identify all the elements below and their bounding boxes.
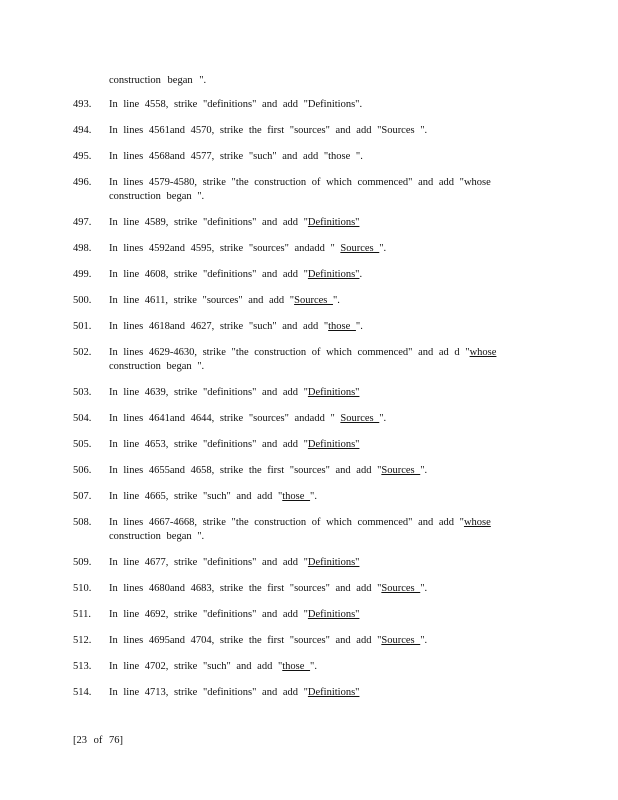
item-number: 496. [73, 177, 92, 188]
item-text [109, 320, 543, 334]
list-item [73, 412, 543, 426]
item-text-main: In lines 4568and 4577, strike "such" and add "those ". [109, 151, 363, 162]
item-text-main: In line 4608, strike "definitions" and add " [109, 269, 308, 280]
list-item [73, 386, 543, 400]
item-underlined-text: whose [469, 347, 497, 358]
list-item [73, 608, 543, 622]
item-underlined-text: Definitions" [307, 609, 360, 620]
item-text-main: In line 4692, strike "definitions" and add " [109, 609, 308, 620]
item-underlined-text: Sources [381, 583, 421, 594]
item-text-continuation: construction began ". [109, 191, 205, 202]
item-underlined-text: Definitions" [307, 439, 360, 450]
list-item [73, 294, 543, 308]
item-text-main: In line 4653, strike "definitions" and add " [109, 439, 308, 450]
item-number: 513. [73, 661, 92, 672]
item-underlined-text: Sources [294, 295, 333, 306]
item-text [109, 216, 543, 230]
list-item [73, 216, 543, 230]
item-underlined-text: Definitions" [307, 687, 360, 698]
list-item [73, 556, 543, 570]
item-text-main: In lines 4680and 4683, strike the first "sources" and add " [109, 583, 382, 594]
item-text-main: In line 4713, strike "definitions" and add " [109, 687, 308, 698]
item-text [109, 438, 543, 452]
list-item [73, 582, 543, 596]
item-number: 511. [73, 609, 91, 620]
item-text-tail: ". [420, 635, 428, 646]
item-text-tail: ". [379, 243, 387, 254]
item-text [109, 294, 543, 308]
item-text-main: In lines 4618and 4627, strike "such" and add " [109, 321, 329, 332]
item-text-continuation: construction began ". [109, 531, 205, 542]
item-number: 509. [73, 557, 92, 568]
item-underlined-text: those [328, 321, 356, 332]
item-text-main: In lines 4629-4630, strike "the construction of which commenced" and ad d " [109, 347, 470, 358]
item-text-main: In lines 4667-4668, strike "the construction of which commenced" and add " [109, 517, 464, 528]
item-underlined-text: Definitions" [307, 217, 360, 228]
list-item [73, 98, 543, 112]
item-underlined-text: those [282, 491, 311, 502]
item-text-main: In line 4665, strike "such" and add " [109, 491, 283, 502]
item-number: 504. [73, 413, 92, 424]
list-item [73, 242, 543, 256]
item-text-tail: ". [332, 295, 340, 306]
item-text-main: In lines 4695and 4704, strike the first "sources" and add " [109, 635, 382, 646]
item-number: 499. [73, 269, 92, 280]
item-text [109, 176, 543, 204]
item-text-main: In lines 4641and 4644, strike "sources" andadd " [109, 413, 341, 424]
item-text [109, 124, 543, 138]
item-text-main: In line 4639, strike "definitions" and add " [109, 387, 308, 398]
item-text [109, 608, 543, 622]
item-number: 514. [73, 687, 92, 698]
item-text [109, 490, 543, 504]
item-underlined-text: Definitions" [307, 269, 360, 280]
item-number: 505. [73, 439, 92, 450]
item-number: 508. [73, 517, 92, 528]
list-item [73, 686, 543, 700]
item-text-tail: ". [355, 321, 363, 332]
item-number: 512. [73, 635, 92, 646]
list-item [73, 516, 543, 544]
item-text [109, 386, 543, 400]
item-text-main: In lines 4561and 4570, strike the first "sources" and add "Sources ". [109, 125, 428, 136]
item-underlined-text: Sources [340, 413, 380, 424]
list-item [73, 176, 543, 204]
list-item [73, 150, 543, 164]
item-underlined-text: Definitions" [307, 387, 360, 398]
item-underlined-text: whose [463, 517, 491, 528]
item-number: 501. [73, 321, 92, 332]
list-item [73, 490, 543, 504]
item-number: 507. [73, 491, 92, 502]
list-item [73, 634, 543, 648]
item-number: 502. [73, 347, 92, 358]
item-underlined-text: Sources [381, 465, 421, 476]
item-text-continuation: construction began ". [109, 361, 205, 372]
item-number: 498. [73, 243, 92, 254]
list-item [73, 124, 543, 138]
list-item [73, 438, 543, 452]
item-text-tail: ". [379, 413, 387, 424]
item-text [109, 242, 543, 256]
item-text-main: In line 4677, strike "definitions" and add " [109, 557, 308, 568]
item-text [109, 268, 543, 282]
item-text [109, 686, 543, 700]
item-text [109, 98, 543, 112]
item-text [109, 464, 543, 478]
item-text-tail: . [359, 269, 363, 280]
item-text-main: In line 4558, strike "definitions" and add "Definitions". [109, 99, 363, 110]
item-text-tail: ". [310, 661, 317, 672]
item-number: 494. [73, 125, 92, 136]
item-number: 503. [73, 387, 92, 398]
item-text [109, 412, 543, 426]
list-item [73, 346, 543, 374]
item-text [109, 660, 543, 674]
page-footer: [23 of 76] [73, 735, 123, 746]
item-text-main: In line 4702, strike "such" and add " [109, 661, 283, 672]
item-text [109, 556, 543, 570]
item-underlined-text: Definitions" [307, 557, 360, 568]
item-text-main: In lines 4655and 4658, strike the first "sources" and add " [109, 465, 382, 476]
item-underlined-text: those [282, 661, 311, 672]
item-text-main: In lines 4579-4580, strike "the construction of which commenced" and add "whose [109, 177, 491, 188]
item-underlined-text: Sources [381, 635, 421, 646]
item-underlined-text: Sources [340, 243, 380, 254]
item-text [109, 346, 543, 374]
list-item [73, 268, 543, 282]
item-text [109, 582, 543, 596]
item-number: 506. [73, 465, 92, 476]
item-number: 495. [73, 151, 92, 162]
item-number: 497. [73, 217, 92, 228]
item-text-tail: ". [420, 583, 428, 594]
item-text-main: In line 4611, strike "sources" and add " [109, 295, 295, 306]
item-number: 493. [73, 99, 92, 110]
item-number: 510. [73, 583, 92, 594]
list-item [73, 660, 543, 674]
list-item [73, 320, 543, 334]
item-text [109, 150, 543, 164]
item-text-tail: ". [420, 465, 428, 476]
item-text-main: In line 4589, strike "definitions" and add " [109, 217, 308, 228]
list-item [73, 464, 543, 478]
continuation-line: construction began ". [109, 75, 207, 86]
item-text-tail: ". [310, 491, 317, 502]
item-number: 500. [73, 295, 92, 306]
item-text [109, 634, 543, 648]
item-text [109, 516, 543, 544]
item-text-main: In lines 4592and 4595, strike "sources" andadd " [109, 243, 341, 254]
